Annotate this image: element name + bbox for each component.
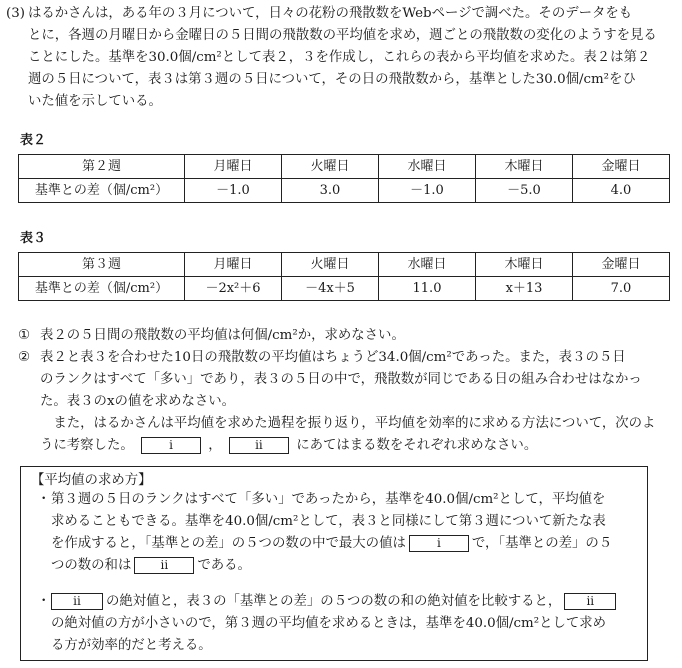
- table-header-cell: 木曜日: [476, 155, 573, 179]
- method-line: 第３週の５日のランクはすべて「多い」であったから，基準を40.0個/cm²として，平均値を: [51, 492, 606, 507]
- question-number: (3): [6, 6, 25, 21]
- question-2-text: にあてはまる数をそれぞれ求めなさい。: [296, 438, 538, 453]
- table-header-cell: 第２週: [19, 155, 185, 179]
- intro-line: はるかさんは，ある年の３月について，日々の花粉の飛散数をWebページで調べた。そのデータをも: [28, 6, 633, 21]
- bullet: ・: [37, 594, 51, 609]
- table-row: [19, 179, 670, 203]
- table3-title: 表３: [20, 231, 47, 246]
- table-cell: 11.0: [379, 277, 476, 301]
- table-header-cell: 木曜日: [476, 253, 573, 277]
- table-header-cell: 第３週: [19, 253, 185, 277]
- intro-line: とに，各週の月曜日から金曜日の５日間の飛散数の平均値を求め，週ごとの飛散数の変化のようすを見る: [28, 28, 657, 43]
- answer-box-ii: ii: [51, 593, 103, 610]
- answer-box-ii: ii: [564, 593, 616, 610]
- question-2-line: 表２と表３を合わせた10日の飛散数の平均値はちょうど34.0個/cm²であった。また，表３の５日: [40, 350, 626, 365]
- question-2-line: [40, 435, 678, 457]
- answer-box-ii: ii: [134, 557, 194, 574]
- method-line: る方が効率的だと考える。: [51, 638, 212, 653]
- question-2-line: た。表３のxの値を求めなさい。: [40, 394, 236, 409]
- table-cell: －2x²＋6: [185, 277, 282, 301]
- method-line: [51, 591, 637, 613]
- question-2-line: また，はるかさんは平均値を求めた過程を振り返り，平均値を効率的に求める方法について，次のよ: [40, 416, 656, 431]
- method-text: で，「基準との差」の５: [471, 536, 613, 551]
- method-item-1: [37, 489, 637, 577]
- method-line: の絶対値の方が小さいので，第３週の平均値を求めるときは，基準を40.0個/cm²として求め: [51, 616, 607, 631]
- table3: [18, 252, 670, 301]
- table-row: [19, 253, 670, 277]
- table-cell: 4.0: [573, 179, 670, 203]
- intro-line: いた値を示している。: [28, 94, 162, 109]
- question-1: [18, 325, 678, 347]
- method-line: [51, 555, 637, 577]
- question-2-line: のランクはすべて「多い」であり，表３の５日の中で，飛散数が同じである日の組み合わせはなかっ: [40, 372, 642, 387]
- method-line: [51, 533, 637, 555]
- row-label: 基準との差（個/cm²）: [19, 277, 185, 301]
- table-cell: 7.0: [573, 277, 670, 301]
- table-header-cell: 月曜日: [185, 155, 282, 179]
- answer-box-i: i: [409, 535, 469, 552]
- method-item-2: [37, 591, 637, 657]
- table2-title: 表２: [20, 133, 47, 148]
- intro-paragraph: [6, 3, 674, 113]
- intro-line: 週の５日について，表３は第３週の５日について，その日の飛散数から，基準とした30.0個/cm²をひ: [28, 72, 636, 87]
- row-label: 基準との差（個/cm²）: [19, 179, 185, 203]
- table-row: [19, 155, 670, 179]
- table-header-cell: 火曜日: [282, 253, 379, 277]
- table2: [18, 154, 670, 203]
- method-text: つの数の和は: [51, 558, 132, 573]
- question-mark-1: ①: [18, 328, 31, 343]
- table-header-cell: 金曜日: [573, 155, 670, 179]
- intro-line: ことにした。基準を30.0個/cm²として表２，３を作成し，これらの表から平均値を求めた。表２は第２: [28, 50, 651, 65]
- table-header-cell: 水曜日: [379, 155, 476, 179]
- table-cell: －1.0: [379, 179, 476, 203]
- question-mark-2: ②: [18, 350, 31, 365]
- method-frame: [20, 466, 648, 661]
- table-cell: －4x＋5: [282, 277, 379, 301]
- method-line: 求めることもできる。基準を40.0個/cm²として，表３と同様にして第３週について新たな表: [51, 514, 606, 529]
- question-1-text: 表２の５日間の飛散数の平均値は何個/cm²か，求めなさい。: [40, 328, 405, 343]
- table-header-cell: 水曜日: [379, 253, 476, 277]
- method-text: である。: [197, 558, 251, 573]
- method-text: の絶対値と，表３の「基準との差」の５つの数の和の絶対値を比較すると，: [106, 594, 562, 609]
- table-header-cell: 金曜日: [573, 253, 670, 277]
- table-header-cell: 月曜日: [185, 253, 282, 277]
- comma: ，: [208, 438, 222, 453]
- table-cell: －1.0: [185, 179, 282, 203]
- question-2: [18, 347, 678, 457]
- bullet: ・: [37, 492, 51, 507]
- method-title: 【平均値の求め方】: [31, 473, 152, 488]
- answer-box-i: i: [141, 437, 201, 454]
- table-header-cell: 火曜日: [282, 155, 379, 179]
- method-text: を作成すると，「基準との差」の５つの数の中で最大の値は: [51, 536, 406, 551]
- question-2-text: うに考察した。: [40, 438, 134, 453]
- table-cell: －5.0: [476, 179, 573, 203]
- table-row: [19, 277, 670, 301]
- answer-box-ii: ii: [229, 437, 289, 454]
- table-cell: x＋13: [476, 277, 573, 301]
- table-cell: 3.0: [282, 179, 379, 203]
